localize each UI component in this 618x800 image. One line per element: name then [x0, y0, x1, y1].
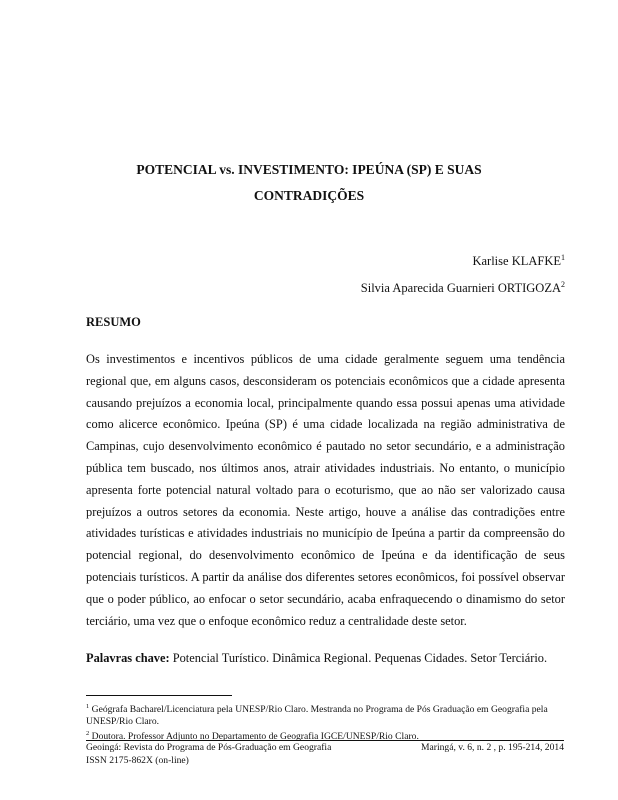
footnote-divider	[86, 695, 232, 696]
issn: ISSN 2175-862X (on-line)	[86, 755, 189, 766]
author-name: Silvia Aparecida Guarnieri ORTIGOZA	[360, 281, 561, 296]
footnotes	[86, 701, 565, 743]
author-list	[361, 246, 565, 300]
keywords-text: Potencial Turístico. Dinâmica Regional. Pequenas Cidades. Setor Terciário.	[169, 651, 548, 665]
footnote-text: Geógrafa Bacharel/Licenciatura pela UNESP/Rio Claro. Mestranda no Programa de Pós Graduação em Geografia pela UNESP/Rio Claro.	[86, 704, 548, 728]
title-line-2: CONTRADIÇÕES	[253, 188, 365, 203]
footer-citation: Maringá, v. 6, n. 2 , p. 195-214, 2014	[420, 742, 564, 753]
article-title	[86, 157, 532, 209]
author-2	[361, 273, 565, 300]
footnote-ref[interactable]: 2	[561, 280, 565, 290]
keywords-label: Palavras chave:	[86, 651, 170, 665]
footnote-number: 1	[86, 703, 90, 710]
abstract-heading: RESUMO	[86, 315, 141, 329]
footnote-text: Doutora. Professor Adjunto no Departamento de Geografia IGCE/UNESP/Rio Claro.	[89, 731, 419, 743]
keywords	[86, 648, 565, 668]
title-line-1: POTENCIAL vs. INVESTIMENTO: IPEÚNA (SP) E SUAS	[136, 162, 482, 177]
author-1	[361, 246, 565, 273]
journal-name: Geoingá: Revista do Programa de Pós-Graduação em Geografia	[86, 742, 332, 753]
abstract-text: Os investimentos e incentivos públicos de uma cidade geralmente seguem uma tendência regional que, em alguns casos, desconsideram os potenciais econômicos que a cidade apresenta causando prejuízos a economia local, principalmente quando essa possui apenas uma atividade como alicerce econômico. Ipeúna (SP) é uma cidade localizada na região administrativa de Campinas, cujo desenvolvimento econômico é pautado no setor secundário, e a administração pública tem buscado, nos últimos anos, atrair atividades industriais. No entanto, o município apresenta forte potencial natural voltado para o ecoturismo, que ao não ser valorizado causa prejuízos a outros setores da economia. Neste artigo, houve a análise das contradições entre atividades turísticas e atividades industriais no município de Ipeúna a partir da compreensão do potencial regional, do desenvolvimento econômico de Ipeúna e da identificação de seus potenciais turísticos. A partir da análise dos diferentes setores econômicos, foi possível observar que o poder público, ao enfocar o setor secundário, acaba enfraquecendo o dinamismo do setor terciário, uma vez que o enfoque econômico reduz a centralidade deste setor.	[86, 352, 565, 628]
footer-journal-info	[86, 741, 331, 767]
author-name: Karlise KLAFKE	[472, 254, 561, 269]
footnote-ref[interactable]: 1	[561, 253, 565, 262]
footnote-1	[86, 701, 565, 728]
footnote-number: 2	[86, 730, 90, 738]
